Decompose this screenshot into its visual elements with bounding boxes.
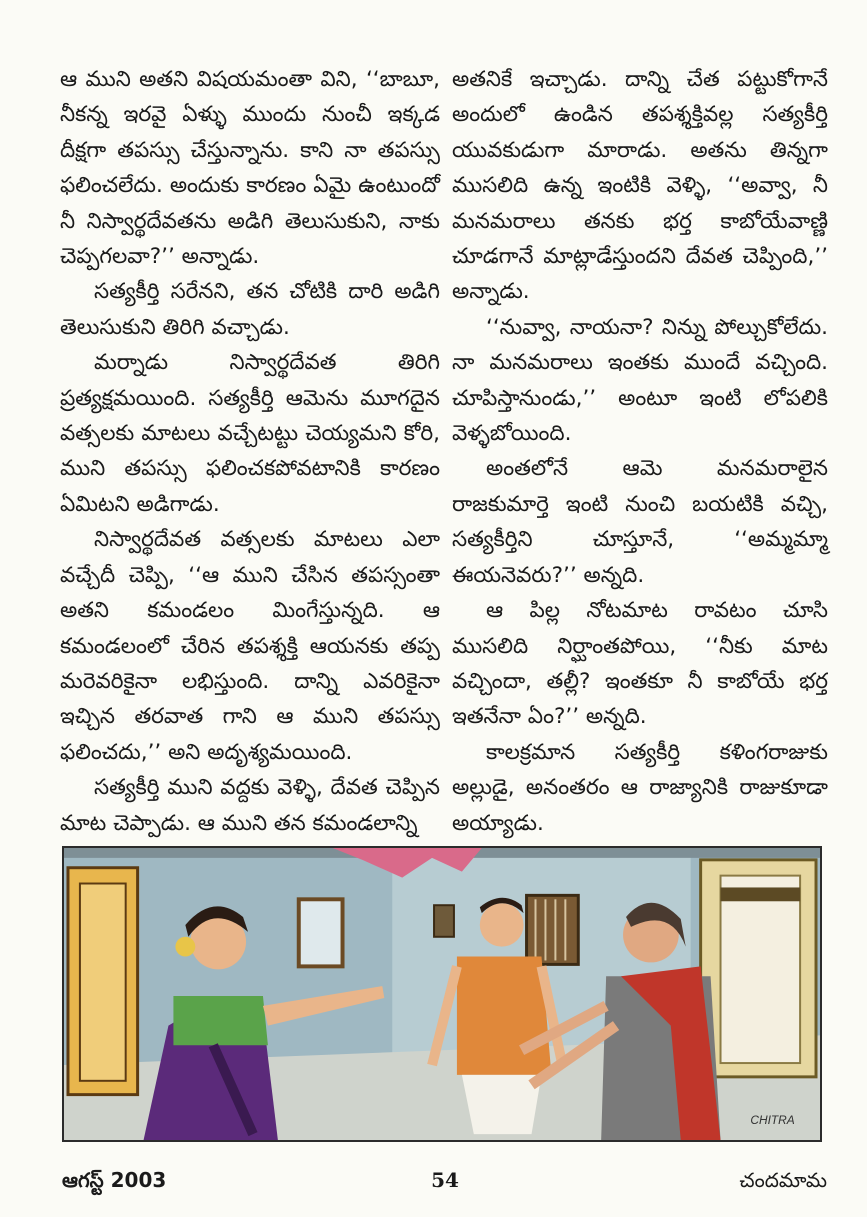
illustration-scene bbox=[64, 848, 820, 1140]
paragraph: అంతలోనే ఆమె మనమరాలైన రాజకుమార్తె ఇంటి నుంచి బయటికి వచ్చి, సత్యకీర్తిని చూస్తూనే, ‘‘అమ్మమ్మా ఈయనెవరు?’’ అన్నది. bbox=[452, 456, 828, 588]
wall-mirror bbox=[299, 899, 343, 966]
paragraph: అతనికే ఇచ్చాడు. దాన్ని చేత పట్టుకోగానే అందులో ఉండిన తపశ్శక్తివల్ల సత్యకీర్తి యువకుడుగా మారాడు. అతను తిన్నగా ముసలిది ఉన్న ఇంటికి వెళ్ళి, ‘‘అవ్వా, నీ మనమరాలు తనకు భర్త కాబోయేవాణ్ణి చూడగానే మాట్లాడేస్తుందని దేవత చెప్పింది,’’ అన్నాడు. bbox=[452, 67, 828, 305]
paragraph: ఆ ముని అతని విషయమంతా విని, ‘‘బాబూ, నీకన్న ఇరవై ఏళ్ళు ముందు నుంచీ ఇక్కడ దీక్షగా తపస్సు చేస్తున్నాను. కాని నా తపస్సు ఫలించలేదు. అందుకు కారణం ఏమై ఉంటుందో నీ నిస్వార్థదేవతను అడిగి తెలుసుకుని, నాకు చెప్పగలవా?’’ అన్నాడు. bbox=[60, 67, 440, 270]
paragraph: సత్యకీర్తి సరేనని, తన చోటికి దారి అడిగి తెలుసుకుని తిరిగి వచ్చాడు. bbox=[60, 279, 440, 340]
paragraph: ఆ పిల్ల నోటమాట రావటం చూసి ముసలిది నిర్ఘాంతపోయి, ‘‘నీకు మాట వచ్చిందా, తల్లీ? ఇంతకూ నీ కాబోయే భర్త ఇతనేనా ఏం?’’ అన్నది. bbox=[452, 598, 828, 730]
magazine-name: చందమామ bbox=[739, 1168, 827, 1192]
story-illustration bbox=[62, 846, 822, 1142]
page-number: 54 bbox=[431, 1168, 459, 1192]
paragraph: ‘‘నువ్వా, నాయనా? నిన్ను పోల్చుకోలేదు. నా మనమరాలు ఇంతకు ముందే వచ్చింది. చూపిస్తానుండు,’’ అంటూ ఇంటి లోపలికి వెళ్ళబోయింది. bbox=[452, 314, 828, 447]
paragraph: మర్నాడు నిస్వార్థదేవత తిరిగి ప్రత్యక్షమయింది. సత్యకీర్తి ఆమెను మూగదైన వత్సలకు మాటలు వచ్చేటట్టు చెయ్యమని కోరి, ముని తపస్సు ఫలించకపోవటానికి కారణం ఏమిటని అడిగాడు. bbox=[60, 350, 440, 517]
back-window bbox=[527, 895, 579, 964]
paragraph: కాలక్రమాన సత్యకీర్తి కళింగరాజుకు అల్లుడై, అనంతరం ఆ రాజ్యానికి రాజుకూడా అయ్యాడు. bbox=[452, 739, 828, 836]
wall-picture bbox=[434, 905, 454, 937]
paragraph: సత్యకీర్తి ముని వద్దకు వెళ్ళి, దేవత చెప్పిన మాట చెప్పాడు. ఆ ముని తన కమండలాన్ని bbox=[60, 775, 440, 836]
left-door bbox=[80, 884, 126, 1081]
left-text-column bbox=[60, 62, 440, 841]
right-door-opening bbox=[721, 876, 801, 1063]
paragraph: నిస్వార్థదేవత వత్సలకు మాటలు ఎలా వచ్చేదీ చెప్పి, ‘‘ఆ ముని చేసిన తపస్సంతా అతని కమండలం మింగేస్తున్నది. ఆ కమండలంలో చేరిన తపశ్శక్తి ఆయనకు తప్ప మరెవరికైనా లభిస్తుంది. దాన్ని ఎవరికైనా ఇచ్చిన తరవాత గాని ఆ ముని తపస్సు ఫలించదు,’’ అని అదృశ్యమయింది. bbox=[60, 527, 440, 765]
right-text-column bbox=[452, 62, 828, 841]
issue-date: ఆగస్ట్ 2003 bbox=[62, 1168, 167, 1192]
door-grille bbox=[721, 887, 801, 901]
artist-signature: CHITRA bbox=[750, 1113, 795, 1128]
